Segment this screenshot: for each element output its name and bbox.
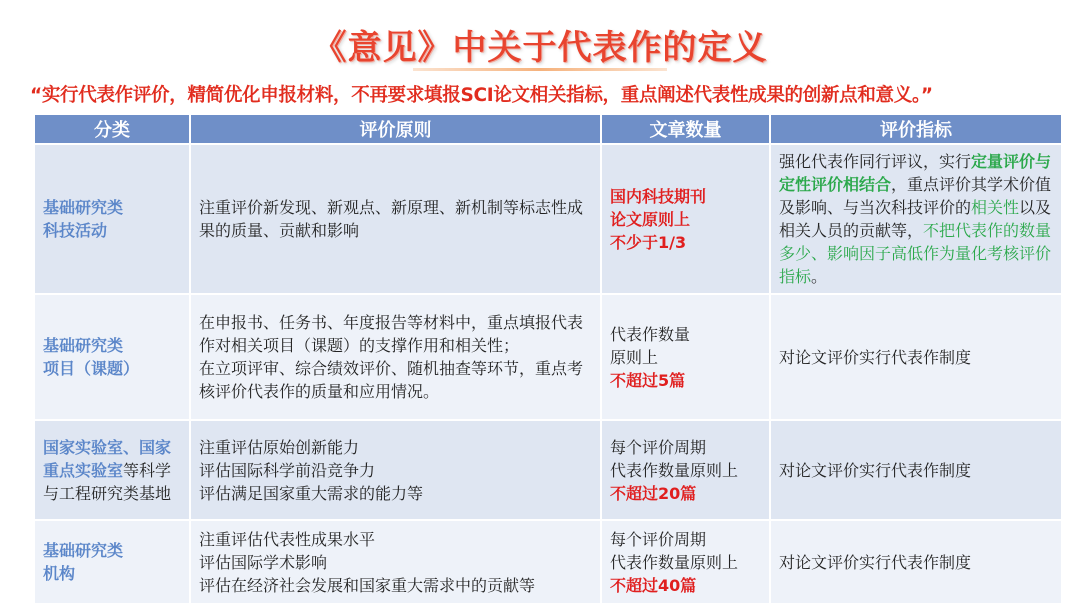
table-row <box>35 421 1061 519</box>
principle-cell: 注重评价新发现、新观点、新原理、新机制等标志性成果的质量、贡献和影响 <box>191 145 600 293</box>
principle-cell: 注重评估原始创新能力 评估国际科学前沿竞争力 评估满足国家重大需求的能力等 <box>191 421 600 519</box>
principle-cell: 在申报书、任务书、年度报告等材料中，重点填报代表作对相关项目（课题）的支撑作用和相关性； 在立项评审、综合绩效评价、随机抽查等环节，重点考核评价代表作的质量和应用情况。 <box>191 295 600 419</box>
principle-cell: 注重评估代表性成果水平 评估国际学术影响 评估在经济社会发展和国家重大需求中的贡献等 <box>191 521 600 603</box>
table-row <box>35 521 1061 603</box>
table-row <box>35 145 1061 293</box>
count-cell: 每个评价周期 代表作数量原则上 不超过40篇 <box>602 521 769 603</box>
category-cell: 基础研究类 项目（课题） <box>35 295 189 419</box>
indicator-cell: 对论文评价实行代表作制度 <box>771 521 1061 603</box>
indicator-cell: 强化代表作同行评议，实行定量评价与定性评价相结合，重点评价其学术价值及影响、与当次科技评价的相关性以及相关人员的贡献等，不把代表作的数量多少、影响因子高低作为量化考核评价指标。 <box>771 145 1061 293</box>
category-cell: 基础研究类 机构 <box>35 521 189 603</box>
table-row <box>35 295 1061 419</box>
definition-table <box>33 113 1063 605</box>
page-title: 《意见》中关于代表作的定义 <box>312 28 768 68</box>
column-header-indicator: 评价指标 <box>771 115 1061 143</box>
table-header-row <box>35 115 1061 143</box>
column-header-count: 文章数量 <box>602 115 769 143</box>
quote-text: “实行代表作评价，精简优化申报材料，不再要求填报SCI论文相关指标，重点阐述代表性成果的创新点和意义。” <box>30 85 933 106</box>
title-underline <box>413 68 667 71</box>
column-header-category: 分类 <box>35 115 189 143</box>
column-header-principle: 评价原则 <box>191 115 600 143</box>
indicator-cell: 对论文评价实行代表作制度 <box>771 421 1061 519</box>
category-cell: 国家实验室、国家重点实验室等科学与工程研究类基地 <box>35 421 189 519</box>
category-cell: 基础研究类 科技活动 <box>35 145 189 293</box>
indicator-cell: 对论文评价实行代表作制度 <box>771 295 1061 419</box>
count-cell: 每个评价周期 代表作数量原则上 不超过20篇 <box>602 421 769 519</box>
count-cell: 代表作数量 原则上 不超过5篇 <box>602 295 769 419</box>
count-cell: 国内科技期刊 论文原则上 不少于1/3 <box>602 145 769 293</box>
